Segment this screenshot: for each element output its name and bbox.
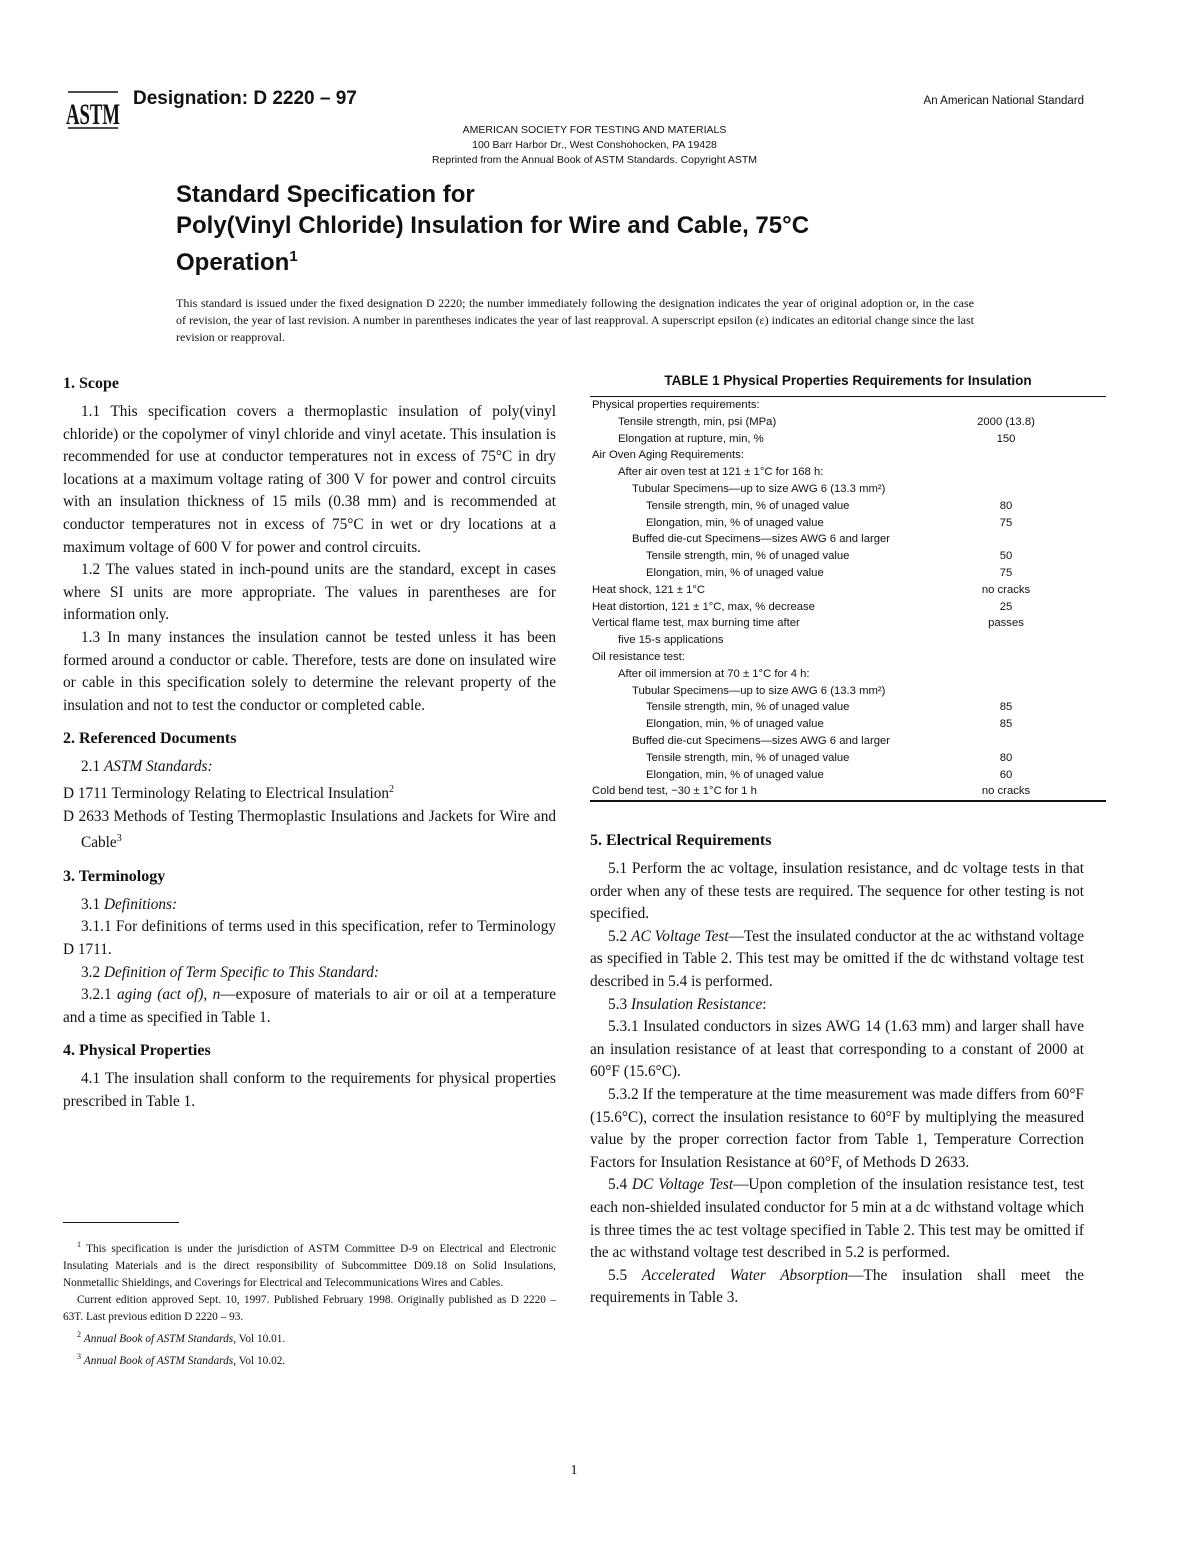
- document-title: [176, 179, 1076, 278]
- footnote-1-edition: Current edition approved Sept. 10, 1997. Published February 1998. Originally published as D 2220 – 63T. Last previous edition D 2220 – 93.: [63, 1293, 556, 1323]
- paragraph-2-1: 2.1 ASTM Standards:: [81, 758, 213, 776]
- title-line-2: Poly(Vinyl Chloride) Insulation for Wire and Cable, 75°C: [176, 212, 810, 239]
- paragraph-1-3: 1.3 In many instances the insulation cannot be tested unless it has been formed around a conductor or cable. Therefore, tests are done on insulated wire or cable in this specification solely to determine the relevant property of the insulation and not to test the conductor or completed cable.: [63, 628, 556, 714]
- footnote-2: $^2$ Annual Book of ASTM Standards, Vol 10.01.: [77, 1329, 286, 1345]
- table-row: Tensile strength, min, % of unaged value 80: [646, 751, 1013, 764]
- organization-block: [0, 123, 1189, 168]
- footnote-rule: [63, 1222, 179, 1223]
- paragraph-1-2: 1.2 The values stated in inch-pound units are the standard, except in cases where SI units are more appropriate. The values in parentheses are for information only.: [63, 561, 556, 624]
- left-column: [63, 373, 556, 1114]
- table-row: Tensile strength, min, % of unaged value 85: [646, 701, 1013, 714]
- table-row: Oil resistance test:: [592, 650, 685, 663]
- footnotes: [63, 1236, 556, 1369]
- paragraph-1-1: 1.1 This specification covers a thermoplastic insulation of poly(vinyl chloride) or the copolymer of vinyl chloride and vinyl acetate. This insulation is recommended for use at conductor temperatures not in excess of 75°C in dry locations at a maximum voltage rating of 300 V for power and control circuits with an insulation thickness of 15 mils (0.38 mm) and is recommended at conductor temperatures not in excess of 75°C in wet or dry locations at a maximum voltage of 600 V for power and control circuits.: [63, 403, 556, 556]
- right-column: [590, 830, 1084, 1310]
- paragraph-5-2: 5.2 AC Voltage Test—Test the insulated conductor at the ac withstand voltage as specified in Table 2. This test may be omitted if the dc withstand voltage test described in 5.4 is performed.: [590, 927, 1084, 990]
- table-row: Air Oven Aging Requirements:: [592, 449, 744, 462]
- org-name: AMERICAN SOCIETY FOR TESTING AND MATERIALS: [462, 124, 727, 136]
- table-row: After air oven test at 121 ± 1°C for 168 h:: [618, 466, 824, 479]
- table-row: Elongation at rupture, min, % 150: [618, 432, 1016, 445]
- table-1: [590, 373, 1106, 802]
- paragraph-3-2: 3.2 Definition of Term Specific to This Standard:: [81, 963, 380, 981]
- table-row: Tubular Specimens—up to size AWG 6 (13.3 mm²): [632, 482, 886, 495]
- table-row: Elongation, min, % of unaged value 85: [646, 718, 1013, 731]
- table-title: TABLE 1 Physical Properties Requirements for Insulation: [664, 373, 1032, 388]
- national-standard-label: An American National Standard: [923, 95, 1084, 107]
- table-row: Tubular Specimens—up to size AWG 6 (13.3 mm²): [632, 684, 886, 697]
- paragraph-5-3: 5.3 Insulation Resistance:: [608, 995, 767, 1013]
- table-row: Vertical flame test, max burning time after passes: [592, 617, 1024, 630]
- table-row: Buffed die-cut Specimens—sizes AWG 6 and larger: [632, 533, 891, 546]
- table-row: Heat shock, 121 ± 1°C no cracks: [592, 583, 1031, 596]
- title-line-3: Operation: [176, 249, 290, 276]
- page-number: 1: [570, 1463, 578, 1478]
- table-row: Elongation, min, % of unaged value 75: [646, 566, 1013, 579]
- table-row: Heat distortion, 121 ± 1°C, max, % decrease 25: [592, 600, 1013, 613]
- reference-d2633: D 2633 Methods of Testing Thermoplastic Insulations and Jackets for Wire and Cable$^3$: [63, 807, 556, 852]
- footnote-3: $^3$ Annual Book of ASTM Standards, Vol 10.02.: [77, 1351, 286, 1367]
- paragraph-5-4: 5.4 DC Voltage Test—Upon completion of the insulation resistance test, test each non-shielded insulated conductor for 5 min at a dc withstand voltage which is three times the ac test voltage specified in Table 2. This test may be omitted if the ac withstand voltage test described in 5.2 is performed.: [590, 1176, 1084, 1262]
- title-footnote-ref: 1: [289, 248, 298, 265]
- table-row: Buffed die-cut Specimens—sizes AWG 6 and larger: [632, 734, 891, 747]
- table-row: Tensile strength, min, % of unaged value 80: [646, 499, 1013, 512]
- paragraph-3-1: 3.1 Definitions:: [81, 895, 178, 913]
- paragraph-5-1: 5.1 Perform the ac voltage, insulation resistance, and dc voltage tests in that order when any of these tests are required. The sequence for other testing is not specified.: [590, 860, 1084, 923]
- org-copyright: Reprinted from the Annual Book of ASTM Standards. Copyright ASTM: [431, 154, 758, 166]
- paragraph-5-5: 5.5 Accelerated Water Absorption—The insulation shall meet the requirements in Table 3.: [590, 1266, 1084, 1307]
- table-row: Tensile strength, min, % of unaged value 50: [646, 550, 1013, 563]
- table-row: five 15-s applications: [618, 634, 724, 647]
- paragraph-5-3-1: 5.3.1 Insulated conductors in sizes AWG 14 (1.63 mm) and larger shall have an insulation resistance of at least that corresponding to a constant of 2000 at 60°F (15.6°C).: [590, 1018, 1084, 1081]
- paragraph-5-3-2: 5.3.2 If the temperature at the time measurement was made differs from 60°F (15.6°C), correct the insulation resistance to 60°F by multiplying the measured value by the proper correction factor from Table 1, Temperature Correction Factors for Insulation Resistance at 60°F, of Methods D 2633.: [590, 1085, 1084, 1171]
- table-row: After oil immersion at 70 ± 1°C for 4 h:: [618, 667, 810, 680]
- title-line-1: Standard Specification for: [176, 181, 475, 208]
- footnote-1: $^1$ This specification is under the jurisdiction of ASTM Committee D-9 on Electrical and Electronic Insulating Materials and is the direct responsibility of Subcommittee D09.18 on Solid Insulations, Nonmetallic Shieldings, and Coverings for Electrical and Telecommunications Wires and Cables.: [63, 1240, 556, 1289]
- section-heading-referenced-documents: 2. Referenced Documents: [63, 730, 237, 748]
- table-bottom-rule: [590, 800, 1106, 802]
- paragraph-4-1: 4.1 The insulation shall conform to the requirements for physical properties prescribed in Table 1.: [63, 1070, 556, 1111]
- logo-text: ASTM: [66, 98, 120, 131]
- issued-note: This standard is issued under the fixed designation D 2220; the number immediately following the designation indicates the year of original adoption or, in the case of revision, the year of last revision. A number in parentheses indicates the year of last reapproval. A superscript epsilon (ε) indicates an editorial change since the last revision or reapproval.: [176, 296, 974, 344]
- table-row: Elongation, min, % of unaged value 75: [646, 516, 1013, 529]
- designation: Designation: D 2220 – 97: [133, 88, 357, 109]
- paragraph-3-2-1: 3.2.1 aging (act of), n—exposure of materials to air or oil at a temperature and a time as specified in Table 1.: [63, 986, 556, 1026]
- section-heading-terminology: 3. Terminology: [63, 867, 166, 885]
- reference-d1711: D 1711 Terminology Relating to Electrical Insulation$^2$: [63, 783, 395, 802]
- section-heading-physical-properties: 4. Physical Properties: [63, 1042, 211, 1060]
- org-address: 100 Barr Harbor Dr., West Conshohocken, PA 19428: [472, 139, 717, 151]
- table-body: [590, 397, 1106, 800]
- paragraph-3-1-1: 3.1.1 For definitions of terms used in this specification, refer to Terminology D 1711.: [63, 918, 556, 959]
- table-row: Elongation, min, % of unaged value 60: [646, 768, 1013, 781]
- table-row: Physical properties requirements:: [592, 399, 760, 411]
- section-heading-electrical-requirements: 5. Electrical Requirements: [590, 832, 772, 849]
- section-heading-scope: 1. Scope: [63, 375, 119, 392]
- table-row: Tensile strength, min, psi (MPa) 2000 (13.8): [618, 415, 1035, 428]
- table-row: Cold bend test, −30 ± 1°C for 1 h no cracks: [592, 785, 1031, 798]
